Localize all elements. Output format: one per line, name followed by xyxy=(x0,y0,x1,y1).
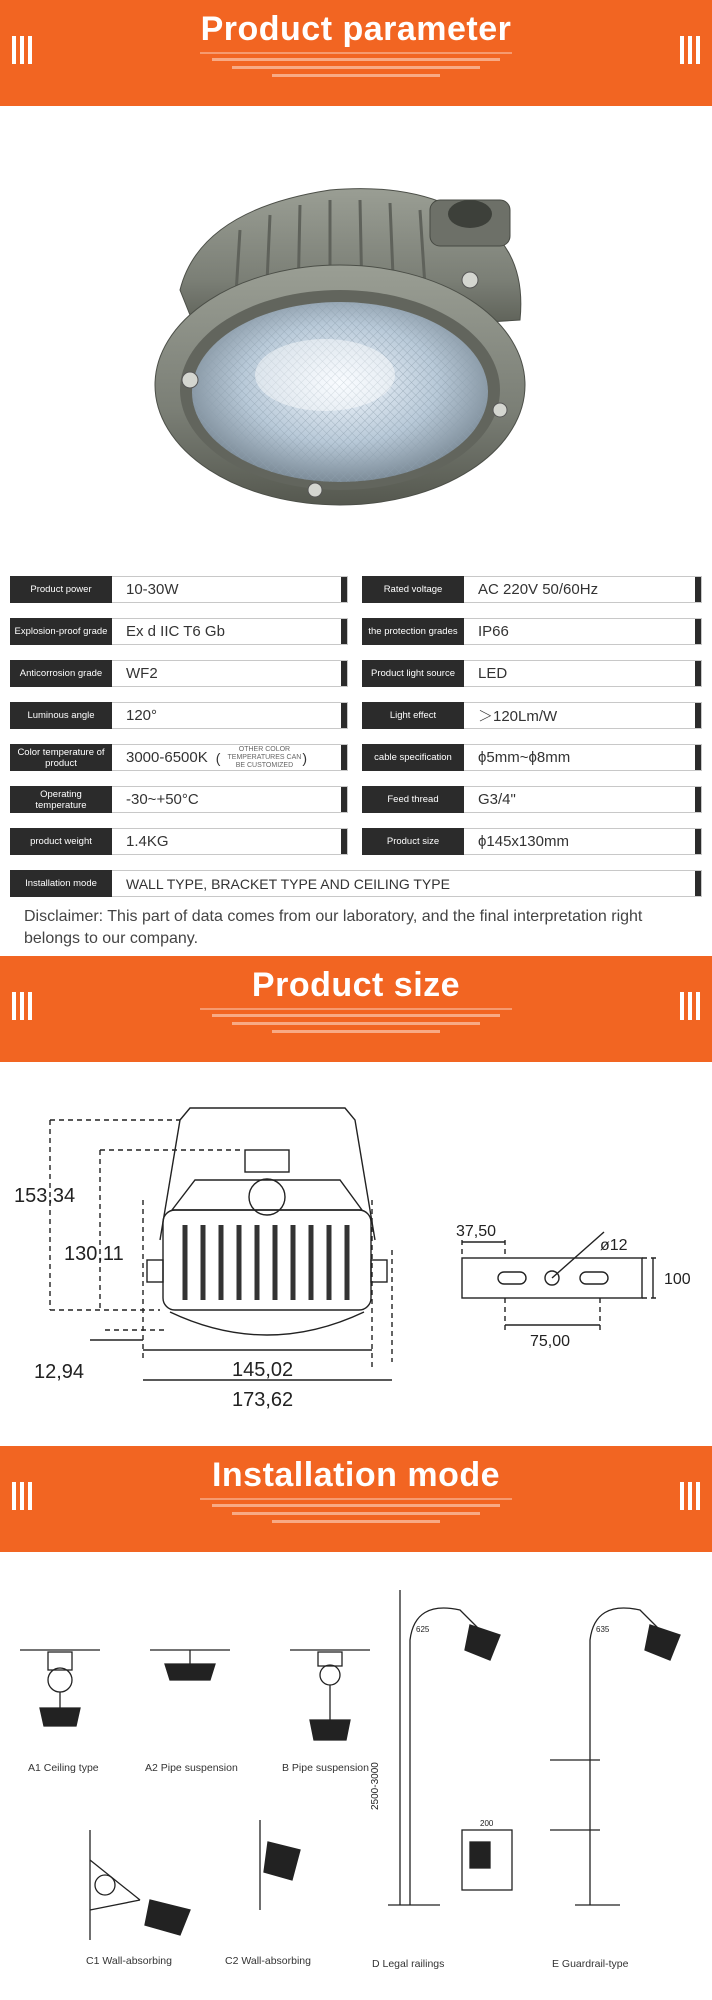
lamp-illustration xyxy=(140,170,560,530)
table-row xyxy=(10,870,702,897)
bars-icon xyxy=(680,992,700,1020)
section-title: Installation mode xyxy=(211,1456,501,1494)
table-row xyxy=(10,576,702,603)
table-row xyxy=(10,786,702,813)
caption-c1: C1 Wall-absorbing xyxy=(86,1955,172,1967)
param-label: Feed thread xyxy=(362,786,464,813)
dimension-svg xyxy=(0,1100,712,1420)
param-value: WALL TYPE, BRACKET TYPE AND CEILING TYPE xyxy=(112,870,702,897)
paren-close: ) xyxy=(302,749,308,766)
param-label: Product power xyxy=(10,576,112,603)
dim-label: 75,00 xyxy=(530,1333,571,1350)
bars-icon xyxy=(680,36,700,64)
dim-label: 37,50 xyxy=(456,1223,497,1240)
decorative-line xyxy=(232,1512,480,1515)
decorative-line xyxy=(212,1504,500,1507)
decorative-line xyxy=(272,1520,440,1523)
table-row xyxy=(10,702,702,729)
table-row xyxy=(10,618,702,645)
param-label: the protection grades xyxy=(362,618,464,645)
param-value: 1.4KG xyxy=(112,828,348,855)
arm-label: 625 xyxy=(416,1625,430,1634)
param-value: -30~+50°C xyxy=(112,786,348,813)
table-row xyxy=(10,828,702,855)
param-label: Product light source xyxy=(362,660,464,687)
param-value: 120° xyxy=(112,702,348,729)
decorative-line xyxy=(272,74,440,77)
base-label: 200 xyxy=(480,1819,494,1828)
param-value: AC 220V 50/60Hz xyxy=(464,576,702,603)
banner-product-parameter xyxy=(0,0,712,106)
caption-e: E Guardrail-type xyxy=(552,1958,629,1970)
section-title: Product parameter xyxy=(200,10,512,48)
table-row xyxy=(10,744,702,771)
decorative-line xyxy=(272,1030,440,1033)
decorative-line xyxy=(212,58,500,61)
param-label: Luminous angle xyxy=(10,702,112,729)
param-label: Installation mode xyxy=(10,870,112,897)
param-value: ϕ145x130mm xyxy=(464,828,702,855)
caption-d: D Legal railings xyxy=(372,1958,445,1970)
dimension-drawing xyxy=(0,1100,712,1420)
caption-b: B Pipe suspension xyxy=(282,1762,369,1774)
bars-icon xyxy=(680,1482,700,1510)
param-value: LED xyxy=(464,660,702,687)
arm-label: 635 xyxy=(596,1625,610,1634)
decorative-line xyxy=(232,66,480,69)
product-image xyxy=(140,170,560,530)
banner-installation-mode xyxy=(0,1446,712,1552)
param-value: IP66 xyxy=(464,618,702,645)
param-label: Color temperature of product xyxy=(10,744,112,771)
param-value xyxy=(112,744,348,771)
dim-label: 12,94 xyxy=(34,1361,85,1383)
height-label: 2500-3000 xyxy=(370,1762,381,1810)
param-value: ϕ5mm~ϕ8mm xyxy=(464,744,702,771)
param-label: Rated voltage xyxy=(362,576,464,603)
param-label: Product size xyxy=(362,828,464,855)
dim-label: ø12 xyxy=(600,1237,628,1254)
divider xyxy=(200,1498,512,1500)
dim-label: 153,34 xyxy=(14,1185,76,1207)
param-label: Operating temperature xyxy=(10,786,112,813)
param-label: Anticorrosion grade xyxy=(10,660,112,687)
param-value: WF2 xyxy=(112,660,348,687)
banner-product-size xyxy=(0,956,712,1062)
param-label: product weight xyxy=(10,828,112,855)
table-row xyxy=(10,660,702,687)
dim-label: 173,62 xyxy=(232,1389,294,1411)
paren-open: ( xyxy=(215,749,221,766)
param-label: cable specification xyxy=(362,744,464,771)
decorative-line xyxy=(232,1022,480,1025)
dim-label: 100 xyxy=(664,1271,691,1288)
dim-label: 145,02 xyxy=(232,1359,294,1381)
dim-label: 130,11 xyxy=(64,1243,124,1265)
divider xyxy=(200,1008,512,1010)
installation-svg xyxy=(0,1580,712,2000)
decorative-line xyxy=(212,1014,500,1017)
color-temp-value: 3000-6500K xyxy=(126,749,208,766)
param-value: G3/4" xyxy=(464,786,702,813)
param-value: ＞120Lm/W xyxy=(464,702,702,729)
param-label: Explosion-proof grade xyxy=(10,618,112,645)
divider xyxy=(200,52,512,54)
param-value: 10-30W xyxy=(112,576,348,603)
param-value: Ex d IIC T6 Gb xyxy=(112,618,348,645)
disclaimer-text: Disclaimer: This part of data comes from our laboratory, and the final interpretation right belongs to our company. xyxy=(24,908,643,947)
section-title: Product size xyxy=(251,966,461,1004)
installation-drawing xyxy=(0,1580,712,2000)
caption-a1: A1 Ceiling type xyxy=(28,1762,99,1774)
caption-a2: A2 Pipe suspension xyxy=(145,1762,238,1774)
color-temp-note: OTHER COLOR TEMPERATURES CAN BE CUSTOMIZED xyxy=(227,745,302,769)
caption-c2: C2 Wall-absorbing xyxy=(225,1955,311,1967)
param-label: Light effect xyxy=(362,702,464,729)
